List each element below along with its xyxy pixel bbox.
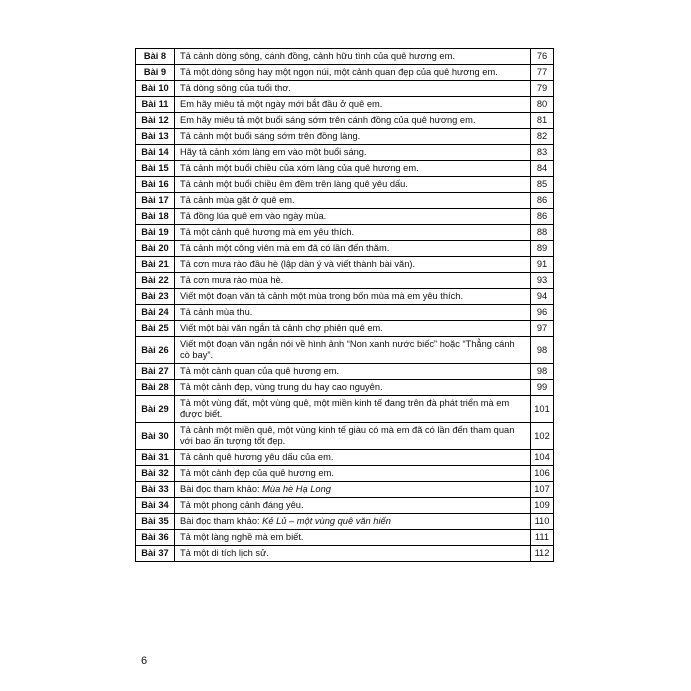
- lesson-title: [175, 380, 531, 396]
- lesson-number: Bài 19: [136, 225, 175, 241]
- lesson-number: Bài 36: [136, 530, 175, 546]
- lesson-title-text: Tả một vùng đất, một vùng quê, một miền kinh tế đang trên đà phát triển mà em được biết.: [180, 398, 510, 419]
- table-row: [136, 450, 554, 466]
- lesson-title-text: Tả một cảnh đẹp, vùng trung du hay cao nguyên.: [180, 382, 383, 392]
- lesson-title-text: Tả một cảnh quê hương mà em yêu thích.: [180, 227, 355, 237]
- table-row: [136, 49, 554, 65]
- lesson-title: [175, 145, 531, 161]
- page-ref: 104: [531, 450, 554, 466]
- table-row: [136, 466, 554, 482]
- lesson-title-text: Bài đọc tham khảo:: [180, 516, 263, 526]
- table-row: [136, 321, 554, 337]
- lesson-number: Bài 25: [136, 321, 175, 337]
- page-ref: 94: [531, 289, 554, 305]
- lesson-number: Bài 35: [136, 514, 175, 530]
- lesson-number: Bài 22: [136, 273, 175, 289]
- lesson-title: [175, 514, 531, 530]
- lesson-title: [175, 161, 531, 177]
- lesson-title: [175, 423, 531, 450]
- table-row: [136, 257, 554, 273]
- lesson-title: [175, 129, 531, 145]
- page-ref: 88: [531, 225, 554, 241]
- table-row: [136, 337, 554, 364]
- lesson-number: Bài 15: [136, 161, 175, 177]
- lesson-title-text: Tả cảnh quê hương yêu dấu của em.: [180, 452, 334, 462]
- page-ref: 110: [531, 514, 554, 530]
- lesson-title: [175, 289, 531, 305]
- page-ref: 76: [531, 49, 554, 65]
- lesson-title-text: Tả cảnh một miền quê, một vùng kinh tế giàu có mà em đã có lần đến tham quan với bao ấn tượng tốt đẹp.: [180, 425, 515, 446]
- toc-body: [136, 49, 554, 562]
- table-row: [136, 498, 554, 514]
- lesson-number: Bài 17: [136, 193, 175, 209]
- table-row: [136, 241, 554, 257]
- lesson-title-text: Tả một phong cảnh đáng yêu.: [180, 500, 304, 510]
- lesson-number: Bài 14: [136, 145, 175, 161]
- lesson-title-text: Tả một làng nghề mà em biết.: [180, 532, 304, 542]
- lesson-title: [175, 396, 531, 423]
- lesson-title: [175, 257, 531, 273]
- lesson-number: Bài 33: [136, 482, 175, 498]
- lesson-number: Bài 26: [136, 337, 175, 364]
- page-ref: 83: [531, 145, 554, 161]
- lesson-title-text: Tả một cảnh quan của quê hương em.: [180, 366, 340, 376]
- lesson-title-text: Tả cảnh một buổi chiều của xóm làng của quê hương em.: [180, 163, 419, 173]
- table-row: [136, 364, 554, 380]
- lesson-number: Bài 24: [136, 305, 175, 321]
- table-row: [136, 380, 554, 396]
- lesson-number: Bài 23: [136, 289, 175, 305]
- lesson-number: Bài 31: [136, 450, 175, 466]
- table-row: [136, 97, 554, 113]
- lesson-title: [175, 225, 531, 241]
- lesson-title: [175, 193, 531, 209]
- lesson-number: Bài 18: [136, 209, 175, 225]
- lesson-title: [175, 81, 531, 97]
- table-row: [136, 225, 554, 241]
- lesson-title: [175, 113, 531, 129]
- lesson-number: Bài 34: [136, 498, 175, 514]
- lesson-number: Bài 13: [136, 129, 175, 145]
- page-ref: 106: [531, 466, 554, 482]
- lesson-title-text: Viết một bài văn ngắn tả cảnh chợ phiên quê em.: [180, 323, 383, 333]
- table-row: [136, 482, 554, 498]
- lesson-title-text: Tả cảnh mùa thu.: [180, 307, 253, 317]
- lesson-title: [175, 466, 531, 482]
- page-ref: 98: [531, 364, 554, 380]
- lesson-title-text: Tả cơn mưa rào mùa hè.: [180, 275, 284, 285]
- table-row: [136, 209, 554, 225]
- page-ref: 85: [531, 177, 554, 193]
- table-row: [136, 423, 554, 450]
- lesson-title-text: Tả đồng lúa quê em vào ngày mùa.: [180, 211, 327, 221]
- page-ref: 102: [531, 423, 554, 450]
- lesson-title: [175, 209, 531, 225]
- lesson-title-text: Tả cảnh một công viên mà em đã có lần đến thăm.: [180, 243, 390, 253]
- page-ref: 112: [531, 546, 554, 562]
- lesson-title-text: Tả cảnh mùa gặt ở quê em.: [180, 195, 295, 205]
- page-ref: 98: [531, 337, 554, 364]
- lesson-title: [175, 530, 531, 546]
- page-ref: 80: [531, 97, 554, 113]
- page-ref: 97: [531, 321, 554, 337]
- lesson-title: [175, 273, 531, 289]
- lesson-number: Bài 9: [136, 65, 175, 81]
- table-row: [136, 193, 554, 209]
- table-row: [136, 289, 554, 305]
- table-row: [136, 177, 554, 193]
- page-ref: 84: [531, 161, 554, 177]
- lesson-title: [175, 498, 531, 514]
- page-ref: 111: [531, 530, 554, 546]
- page-ref: 101: [531, 396, 554, 423]
- lesson-title: [175, 241, 531, 257]
- table-row: [136, 305, 554, 321]
- lesson-number: Bài 21: [136, 257, 175, 273]
- page-ref: 96: [531, 305, 554, 321]
- page-number: 6: [141, 655, 148, 667]
- page-ref: 93: [531, 273, 554, 289]
- lesson-title: [175, 177, 531, 193]
- lesson-title-italic: Mùa hè Hạ Long: [262, 484, 331, 494]
- table-of-contents: [135, 48, 554, 562]
- page-ref: 86: [531, 209, 554, 225]
- page-ref: 82: [531, 129, 554, 145]
- table-row: [136, 161, 554, 177]
- lesson-number: Bài 28: [136, 380, 175, 396]
- table-row: [136, 145, 554, 161]
- page-ref: 99: [531, 380, 554, 396]
- table-row: [136, 396, 554, 423]
- lesson-title-text: Tả cảnh một buổi sáng sớm trên đồng làng.: [180, 131, 361, 141]
- table-row: [136, 530, 554, 546]
- lesson-number: Bài 16: [136, 177, 175, 193]
- page-ref: 79: [531, 81, 554, 97]
- table-row: [136, 546, 554, 562]
- table-row: [136, 113, 554, 129]
- lesson-title: [175, 321, 531, 337]
- page-ref: 89: [531, 241, 554, 257]
- lesson-number: Bài 32: [136, 466, 175, 482]
- lesson-title-text: Tả cảnh dòng sông, cánh đồng, cảnh hữu tình của quê hương em.: [180, 51, 455, 61]
- lesson-number: Bài 27: [136, 364, 175, 380]
- lesson-title-text: Tả dòng sông của tuổi thơ.: [180, 83, 292, 93]
- lesson-title-text: Hãy tả cảnh xóm làng em vào một buổi sáng.: [180, 147, 367, 157]
- lesson-title-text: Tả một cảnh đẹp của quê hương em.: [180, 468, 334, 478]
- lesson-title: [175, 65, 531, 81]
- lesson-title: [175, 450, 531, 466]
- lesson-title: [175, 305, 531, 321]
- lesson-title: [175, 482, 531, 498]
- lesson-title-text: Bài đọc tham khảo:: [180, 484, 263, 494]
- page-ref: 81: [531, 113, 554, 129]
- lesson-title: [175, 97, 531, 113]
- lesson-number: Bài 37: [136, 546, 175, 562]
- lesson-title-text: Viết một đoạn văn ngắn nói về hình ảnh “Non xanh nước biếc” hoặc “Thẳng cánh cò bay”.: [180, 339, 515, 360]
- lesson-title-text: Tả một dòng sông hay một ngọn núi, một cảnh quan đẹp của quê hương em.: [180, 67, 498, 77]
- lesson-title-text: Em hãy miêu tả một ngày mới bắt đầu ở quê em.: [180, 99, 383, 109]
- page-ref: 77: [531, 65, 554, 81]
- table-row: [136, 273, 554, 289]
- lesson-title: [175, 337, 531, 364]
- table-row: [136, 65, 554, 81]
- lesson-number: Bài 11: [136, 97, 175, 113]
- lesson-number: Bài 20: [136, 241, 175, 257]
- page-ref: 107: [531, 482, 554, 498]
- lesson-title-text: Tả một di tích lịch sử.: [180, 548, 269, 558]
- lesson-number: Bài 8: [136, 49, 175, 65]
- lesson-title: [175, 364, 531, 380]
- page-ref: 86: [531, 193, 554, 209]
- lesson-title: [175, 49, 531, 65]
- lesson-number: Bài 29: [136, 396, 175, 423]
- page-ref: 91: [531, 257, 554, 273]
- table-row: [136, 81, 554, 97]
- lesson-title: [175, 546, 531, 562]
- lesson-title-italic: Kẻ Lủ – một vùng quê văn hiến: [262, 516, 391, 526]
- table-row: [136, 514, 554, 530]
- lesson-number: Bài 10: [136, 81, 175, 97]
- lesson-number: Bài 30: [136, 423, 175, 450]
- lesson-title-text: Em hãy miêu tả một buổi sáng sớm trên cánh đồng của quê hương em.: [180, 115, 476, 125]
- lesson-title-text: Viết một đoạn văn tả cảnh một mùa trong bốn mùa mà em yêu thích.: [180, 291, 464, 301]
- page-ref: 109: [531, 498, 554, 514]
- lesson-number: Bài 12: [136, 113, 175, 129]
- lesson-title-text: Tả cảnh một buổi chiều êm đềm trên làng quê yêu dấu.: [180, 179, 408, 189]
- lesson-title-text: Tả cơn mưa rào đầu hè (lập dàn ý và viết thành bài văn).: [180, 259, 416, 269]
- table-row: [136, 129, 554, 145]
